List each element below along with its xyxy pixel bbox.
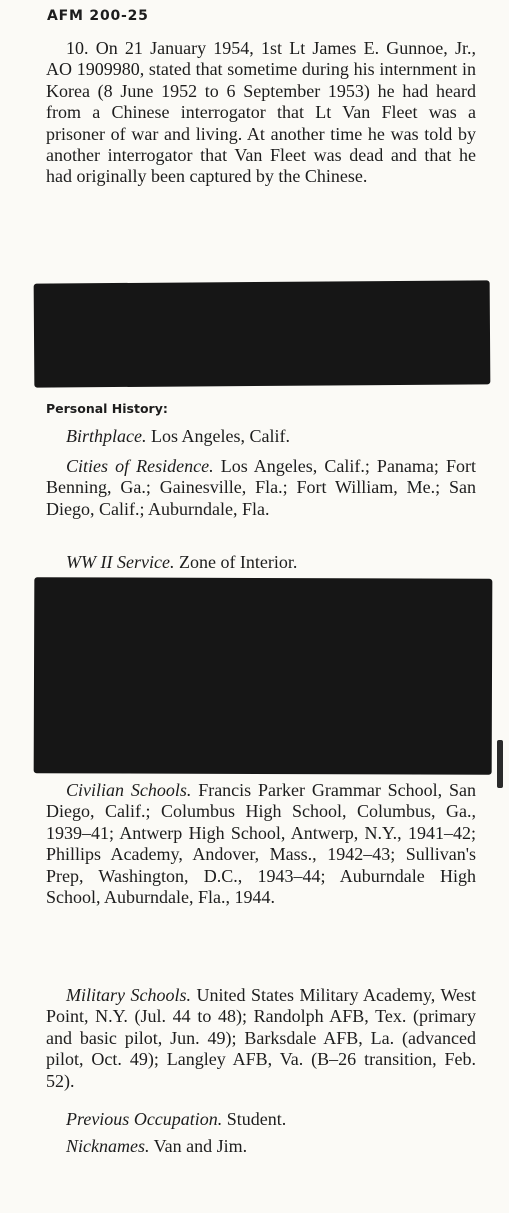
cities-label: Cities of Residence. bbox=[66, 456, 214, 476]
civilian-schools-value: Francis Parker Grammar School, San Diego, Calif.; Columbus High School, Columbus, Ga., 1939–41; Antwerp High School, Antwerp, N.Y., 1941–42; Phillips Academy, Andover, Mass., 1942–43; Sullivan's Prep, Washington, D.C., 1943–44; Auburndale High School, Auburndale, Fla., 1944. bbox=[46, 780, 476, 908]
personal-history-heading: Personal History: bbox=[46, 401, 168, 416]
civilian-schools-entry bbox=[46, 780, 476, 908]
previous-occupation-value: Student. bbox=[222, 1109, 287, 1129]
military-schools-value: United States Military Academy, West Point, N.Y. (Jul. 44 to 48); Randolph AFB, Tex. (primary and basic pilot, Jun. 49); Barksdale AFB, La. (advanced pilot, Oct. 49); Langley AFB, Va. (B–26 transition, Feb. 52). bbox=[46, 985, 476, 1091]
redaction-block bbox=[34, 280, 491, 387]
ww2-label: WW II Service. bbox=[66, 552, 175, 572]
birthplace-entry bbox=[46, 426, 476, 447]
ww2-value: Zone of Interior. bbox=[174, 552, 298, 572]
civilian-schools-label: Civilian Schools. bbox=[66, 780, 192, 800]
paragraph-10: 10. On 21 January 1954, 1st Lt James E. Gunnoe, Jr., AO 1909980, stated that sometime during his internment in Korea (8 June 1952 to 6 September 1953) he had heard from a Chinese interrogator that Lt Van Fleet was a prisoner of war and living. At another time he was told by another interrogator that Van Fleet was dead and that he had originally been captured by the Chinese. bbox=[46, 38, 476, 187]
cities-value: Los Angeles, Calif.; Panama; Fort Benning, Ga.; Gainesville, Fla.; Fort William, Me.; San Diego, Calif.; Auburndale, Fla. bbox=[46, 456, 476, 519]
document-header: AFM 200-25 bbox=[47, 8, 149, 24]
nicknames-entry bbox=[46, 1136, 476, 1157]
previous-occupation-entry bbox=[46, 1109, 476, 1130]
scan-edge-mark bbox=[497, 740, 503, 788]
birthplace-value: Los Angeles, Calif. bbox=[146, 426, 290, 446]
ww2-entry bbox=[46, 552, 476, 573]
cities-entry bbox=[46, 456, 476, 520]
redaction-block bbox=[34, 577, 493, 775]
military-schools-label: Military Schools. bbox=[66, 985, 191, 1005]
previous-occupation-label: Previous Occupation. bbox=[66, 1109, 223, 1129]
nicknames-value: Van and Jim. bbox=[149, 1136, 248, 1156]
military-schools-entry bbox=[46, 985, 476, 1092]
birthplace-label: Birthplace. bbox=[66, 426, 147, 446]
nicknames-label: Nicknames. bbox=[66, 1136, 150, 1156]
